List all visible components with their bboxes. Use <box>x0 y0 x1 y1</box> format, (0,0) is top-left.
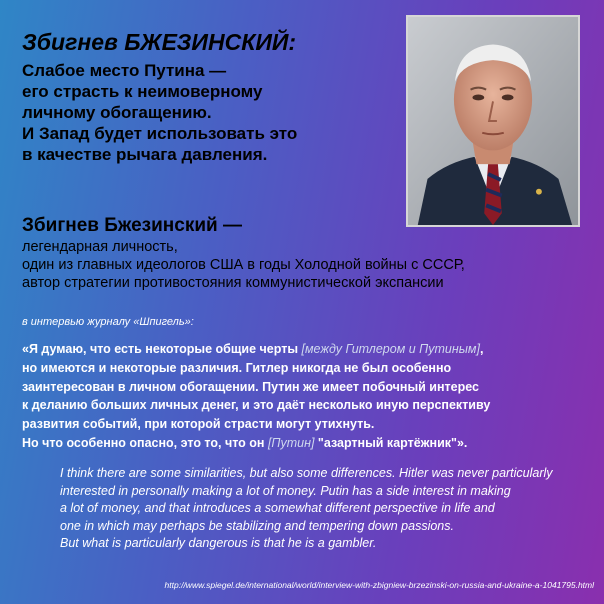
quote-ru-line: но имеются и некоторые различия. Гитлер никогда не был особенно <box>22 360 452 375</box>
quote-ru-line <box>22 340 592 359</box>
quote-ru-line: развития событий, при которой страсти могут утихнуть. <box>22 417 375 432</box>
portrait-photo <box>406 15 580 227</box>
quote-insert: [Путин] <box>267 435 315 450</box>
bio-line: один из главных идеологов США в годы Холодной войны с СССР, <box>22 257 465 273</box>
quote-text: "азартный картёжник"». <box>314 435 468 450</box>
headline-line: личному обогащению. <box>22 103 212 122</box>
interview-label: в интервью журналу «Шпигель»: <box>22 316 194 328</box>
quote-en-line: But what is particularly dangerous is that he is a gambler. <box>60 536 377 550</box>
headline-line: его страсть к неимоверному <box>22 82 263 101</box>
quote-insert: [между Гитлером и Путиным] <box>301 342 480 356</box>
headline-line: в качестве рычага давления. <box>22 145 268 164</box>
headline-title: Збигнев БЖЕЗИНСКИЙ: <box>22 29 297 55</box>
quote-ru-line: заинтересован в личном обогащении. Путин же имеет побочный интерес <box>22 379 479 394</box>
quote-text: «Я думаю, что есть некоторые общие черты <box>22 342 302 356</box>
bio-name: Збигнев Бжезинский — <box>22 215 242 236</box>
quote-ru-line: к деланию больших личных денег, и это даёт несколько иную перспективу <box>22 398 491 413</box>
quote-en-line: one in which may perhaps be stabilizing and tempering down passions. <box>60 518 454 533</box>
headline-line: Слабое место Путина — <box>22 61 227 80</box>
bio-line: легендарная личность, <box>22 239 178 255</box>
bio-line: автор стратегии противостояния коммунистической экспансии <box>22 275 444 291</box>
source-link[interactable]: http://www.spiegel.de/international/world/interview-with-zbigniew-brzezinski-on-russia-and-ukraine-a-1041795.html <box>164 580 594 590</box>
quote-en-line: I think there are some similarities, but also some differences. Hitler was never particularly <box>60 466 553 480</box>
quote-text: Но что особенно опасно, это то, что он <box>22 435 268 450</box>
quote-en-line: interested in personally making a lot of money. Putin has a side interest in making <box>60 483 511 498</box>
bio-text <box>22 238 582 292</box>
quote-text: , <box>479 342 484 356</box>
quote-russian <box>22 340 592 453</box>
bio <box>22 214 582 292</box>
quote-ru-line <box>22 434 592 453</box>
headline-line: И Запад будет использовать это <box>22 124 298 143</box>
headline-text <box>22 60 402 165</box>
quote-english <box>60 465 595 553</box>
headline <box>22 28 402 165</box>
quote-en-line: a lot of money, and that introduces a somewhat different perspective in life and <box>60 501 495 515</box>
